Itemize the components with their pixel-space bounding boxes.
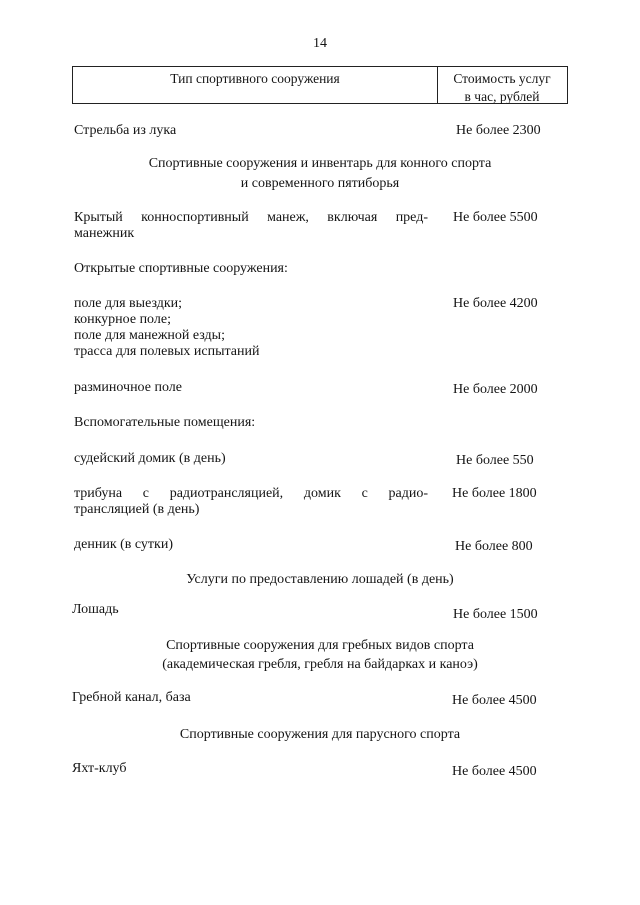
- row-rowing-canal-label: Гребной канал, база: [72, 690, 191, 705]
- row-stall-label: денник (в сутки): [74, 537, 173, 552]
- row-tribune-price: Не более 1800: [452, 486, 537, 501]
- row-aux-title: Вспомогательные помещения:: [74, 415, 256, 430]
- section-equestrian-line2: и современного пятиборья: [240, 176, 400, 191]
- header-cost-line1: Стоимость услуг: [453, 71, 551, 86]
- row-fields-line3: поле для манежной езды;: [74, 328, 225, 343]
- row-tribune-line1: трибуна с радиотрансляцией, домик с радио-: [74, 486, 428, 501]
- row-outdoor-title: Открытые спортивные сооружения:: [74, 261, 288, 276]
- row-horse-label: Лошадь: [72, 602, 119, 617]
- row-stall-price: Не более 800: [455, 539, 533, 554]
- section-rowing-line1: Спортивные сооружения для гребных видов спорта: [166, 638, 474, 653]
- row-fields-line2: конкурное поле;: [74, 312, 171, 327]
- row-tribune-line2: трансляцией (в день): [74, 502, 200, 517]
- row-yacht-club-price: Не более 4500: [452, 764, 537, 779]
- row-judge-house-label: судейский домик (в день): [74, 451, 226, 466]
- row-yacht-club-label: Яхт-клуб: [72, 761, 127, 776]
- row-judge-house-price: Не более 550: [456, 453, 534, 468]
- row-archery-label: Стрельба из лука: [74, 123, 177, 138]
- row-fields-price: Не более 4200: [453, 296, 538, 311]
- row-indoor-arena-price: Не более 5500: [453, 210, 538, 225]
- row-archery-price: Не более 2300: [456, 123, 541, 138]
- page-number: 14: [313, 36, 327, 51]
- row-indoor-arena-line2: манежник: [74, 226, 135, 241]
- header-type-column: Тип спортивного сооружения: [170, 71, 340, 86]
- row-warmup-price: Не более 2000: [453, 382, 538, 397]
- table-header: [72, 66, 568, 104]
- header-cost-column: [437, 70, 567, 106]
- section-sailing: Спортивные сооружения для парусного спорта: [179, 727, 461, 742]
- section-equestrian-line1: Спортивные сооружения и инвентарь для конного спорта: [148, 156, 492, 171]
- row-fields-line1: поле для выездки;: [74, 296, 183, 311]
- row-horse-price: Не более 1500: [453, 607, 538, 622]
- section-rowing-line2: (академическая гребля, гребля на байдарках и каноэ): [162, 657, 478, 672]
- row-fields-line4: трасса для полевых испытаний: [74, 344, 260, 359]
- row-indoor-arena-line1: Крытый конноспортивный манеж, включая пред-: [74, 210, 428, 225]
- section-horses: Услуги по предоставлению лошадей (в день): [186, 572, 454, 587]
- row-warmup-label: разминочное поле: [74, 380, 182, 395]
- header-cost-line2: в час, рублей: [464, 89, 540, 104]
- row-rowing-canal-price: Не более 4500: [452, 693, 537, 708]
